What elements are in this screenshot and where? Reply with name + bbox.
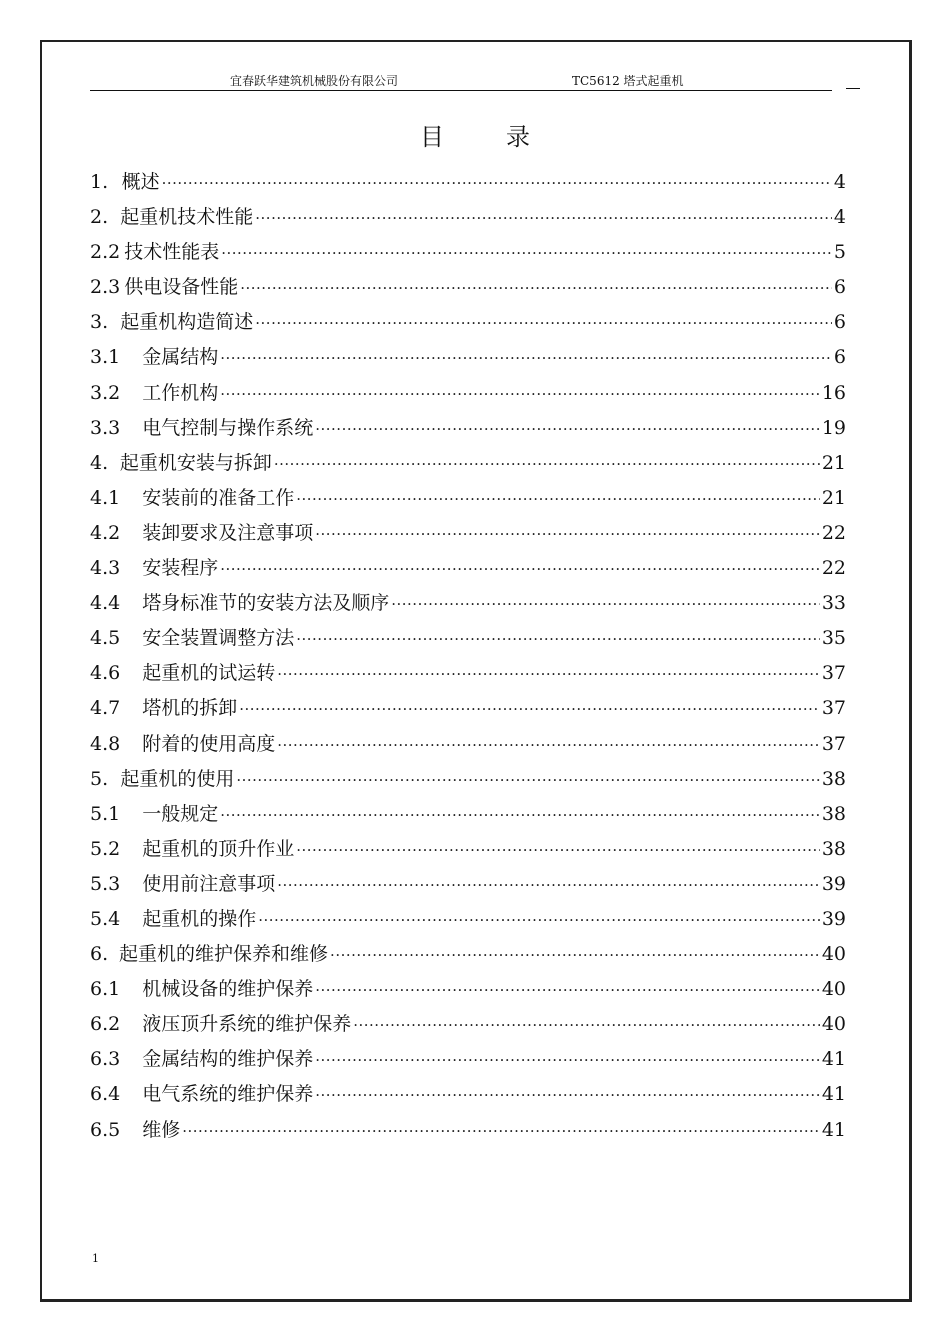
toc-entry-title: 起重机技术性能 (120, 206, 254, 229)
toc-entry[interactable] (90, 413, 846, 448)
toc-entry[interactable] (90, 623, 846, 658)
toc-entry-page: 19 (821, 416, 846, 439)
toc-entry[interactable] (90, 658, 846, 693)
toc-entry[interactable] (90, 1044, 846, 1079)
toc-entry[interactable] (90, 342, 846, 377)
toc-entry[interactable] (90, 1079, 846, 1114)
toc-leader-dots (220, 349, 832, 367)
toc-entry[interactable] (90, 518, 846, 553)
toc-entry-title: 装卸要求及注意事项 (142, 521, 314, 544)
toc-leader-dots (239, 700, 820, 718)
toc-leader-dots (315, 1086, 820, 1104)
toc-entry-number: 6.1 (90, 978, 121, 1001)
toc-entry-page: 40 (821, 943, 846, 966)
toc-entry-title: 机械设备的维护保养 (142, 978, 314, 1001)
running-header (90, 70, 832, 91)
toc-entry-page: 41 (821, 1048, 846, 1071)
toc-entry-title: 起重机的操作 (142, 907, 257, 930)
toc-entry-title: 起重机的维护保养和维修 (119, 943, 329, 966)
toc-leader-dots (162, 174, 832, 192)
toc-entry-title: 使用前注意事项 (142, 872, 276, 895)
toc-entry[interactable] (90, 202, 846, 237)
toc-entry[interactable] (90, 904, 846, 939)
toc-entry-title: 概述 (121, 171, 160, 193)
toc-entry-number: 4.6 (90, 662, 121, 685)
toc-entry-title: 工作机构 (142, 381, 219, 404)
toc-entry-number: 4.3 (90, 557, 121, 580)
toc-entry-page: 41 (821, 1118, 846, 1141)
toc-entry-number: 3.1 (90, 346, 121, 369)
toc-leader-dots (296, 630, 820, 648)
toc-title (0, 117, 950, 152)
toc-leader-dots (220, 806, 820, 824)
toc-entry[interactable] (90, 588, 846, 623)
toc-leader-dots (258, 911, 820, 929)
toc-entry-page: 37 (821, 732, 846, 755)
toc-entry-page: 6 (833, 311, 846, 334)
toc-leader-dots (353, 1016, 820, 1034)
header-product: TC5612 塔式起重机 (572, 74, 684, 88)
toc-entry-page: 40 (821, 978, 846, 1001)
toc-entry-number: 5.3 (90, 872, 121, 895)
toc-entry-title: 起重机的顶升作业 (142, 837, 295, 860)
toc-title-char-1: 目 (420, 123, 444, 151)
toc-entry[interactable] (90, 1115, 846, 1150)
toc-leader-dots (296, 841, 820, 859)
toc-entry-number: 5.4 (90, 907, 121, 930)
toc-entry-page: 6 (833, 276, 846, 299)
toc-leader-dots (315, 525, 820, 543)
toc-entry[interactable] (90, 693, 846, 728)
toc-entry[interactable] (90, 834, 846, 869)
toc-entry-page: 22 (821, 521, 846, 544)
toc-entry-number: 6.2 (90, 1013, 121, 1036)
toc-entry-page: 33 (821, 592, 846, 615)
toc-entry-number: 4.4 (90, 592, 121, 615)
toc-entry-title: 安装前的准备工作 (142, 486, 295, 509)
toc-entry[interactable] (90, 378, 846, 413)
toc-entry[interactable] (90, 448, 846, 483)
toc-entry-page: 21 (821, 451, 846, 474)
toc-entry-number: 6. (90, 943, 109, 966)
toc-entry-page: 37 (821, 697, 846, 720)
toc-entry-page: 21 (821, 486, 846, 509)
toc-entry-page: 35 (821, 627, 846, 650)
toc-entry-number: 4.7 (90, 697, 121, 720)
toc-entry-title: 电气控制与操作系统 (142, 416, 314, 439)
toc-leader-dots (221, 244, 832, 262)
toc-entry-title: 安装程序 (142, 557, 219, 580)
toc-entry-page: 38 (821, 802, 846, 825)
toc-entry-page: 6 (833, 346, 846, 369)
toc-entry-title: 供电设备性能 (124, 276, 239, 299)
toc-entry-title: 起重机安装与拆卸 (119, 451, 272, 474)
toc-entry-page: 38 (821, 837, 846, 860)
toc-entry-page: 38 (821, 767, 846, 790)
toc-entry-title: 起重机的使用 (120, 767, 235, 790)
toc-entry-number: 4.1 (90, 486, 121, 509)
toc-title-char-2: 录 (506, 123, 530, 151)
toc-entry[interactable] (90, 869, 846, 904)
toc-leader-dots (315, 1051, 820, 1069)
toc-entry-number: 1. (90, 171, 109, 193)
toc-entry-page: 39 (821, 907, 846, 930)
toc-entry-title: 技术性能表 (124, 241, 220, 264)
toc-entry-number: 5. (90, 767, 109, 790)
toc-entry-number: 5.1 (90, 802, 121, 825)
toc-leader-dots (240, 279, 832, 297)
toc-entry-title: 电气系统的维护保养 (142, 1083, 314, 1106)
toc-entry[interactable] (90, 1009, 846, 1044)
header-company: 宜春跃华建筑机械股份有限公司 (230, 74, 399, 88)
toc-entry[interactable] (90, 799, 846, 834)
toc-entry[interactable] (90, 307, 846, 342)
toc-entry[interactable] (90, 272, 846, 307)
toc-entry[interactable] (90, 167, 846, 202)
toc-entry-title: 塔身标准节的安装方法及顺序 (142, 592, 390, 615)
toc-entry[interactable] (90, 553, 846, 588)
toc-leader-dots (315, 420, 820, 438)
toc-entry-page: 40 (821, 1013, 846, 1036)
page-number: 1 (92, 1252, 99, 1265)
toc-entry-title: 起重机构造简述 (120, 311, 254, 334)
toc-entry-page: 41 (821, 1083, 846, 1106)
toc-entry-number: 4.2 (90, 521, 121, 544)
toc-leader-dots (236, 771, 819, 789)
toc-entry-page: 4 (833, 206, 846, 229)
toc-entry-number: 4. (90, 451, 109, 474)
toc-entry-number: 5.2 (90, 837, 121, 860)
toc-entry[interactable] (90, 483, 846, 518)
toc-entry-number: 6.5 (90, 1118, 121, 1141)
toc-entry[interactable] (90, 939, 846, 974)
toc-entry-title: 金属结构 (142, 346, 219, 369)
toc-entry-number: 3.2 (90, 381, 121, 404)
toc-entry-page: 5 (833, 241, 846, 264)
toc-entry-number: 2.2 (90, 241, 121, 264)
toc-entry-number: 6.4 (90, 1083, 121, 1106)
table-of-contents (90, 167, 846, 1150)
toc-entry-title: 金属结构的维护保养 (142, 1048, 314, 1071)
toc-leader-dots (315, 981, 820, 999)
toc-leader-dots (296, 490, 820, 508)
toc-entry-number: 6.3 (90, 1048, 121, 1071)
toc-leader-dots (255, 209, 832, 227)
toc-entry-title: 液压顶升系统的维护保养 (142, 1013, 352, 1036)
toc-entry-title: 一般规定 (142, 802, 219, 825)
toc-entry-number: 3.3 (90, 416, 121, 439)
toc-entry-number: 2. (90, 206, 109, 229)
toc-leader-dots (220, 560, 820, 578)
toc-entry[interactable] (90, 729, 846, 764)
toc-entry-page: 4 (833, 171, 846, 193)
toc-entry-title: 维修 (142, 1118, 181, 1141)
toc-entry-number: 2.3 (90, 276, 121, 299)
toc-entry-title: 附着的使用高度 (142, 732, 276, 755)
toc-leader-dots (220, 385, 820, 403)
toc-leader-dots (274, 455, 820, 473)
toc-entry[interactable] (90, 237, 846, 272)
toc-entry-title: 塔机的拆卸 (142, 697, 238, 720)
toc-leader-dots (255, 314, 832, 332)
toc-entry-number: 3. (90, 311, 109, 334)
toc-leader-dots (277, 736, 820, 754)
toc-entry-number: 4.5 (90, 627, 121, 650)
toc-entry[interactable] (90, 974, 846, 1009)
toc-leader-dots (182, 1122, 820, 1140)
toc-entry-page: 37 (821, 662, 846, 685)
toc-entry-title: 安全装置调整方法 (142, 627, 295, 650)
toc-entry-page: 22 (821, 557, 846, 580)
toc-entry-title: 起重机的试运转 (142, 662, 276, 685)
toc-entry-number: 4.8 (90, 732, 121, 755)
toc-leader-dots (277, 876, 820, 894)
toc-entry-page: 39 (821, 872, 846, 895)
toc-entry-page: 16 (821, 381, 846, 404)
toc-leader-dots (391, 595, 820, 613)
toc-leader-dots (330, 946, 820, 964)
toc-entry[interactable] (90, 764, 846, 799)
toc-leader-dots (277, 665, 820, 683)
header-dash (846, 88, 860, 89)
